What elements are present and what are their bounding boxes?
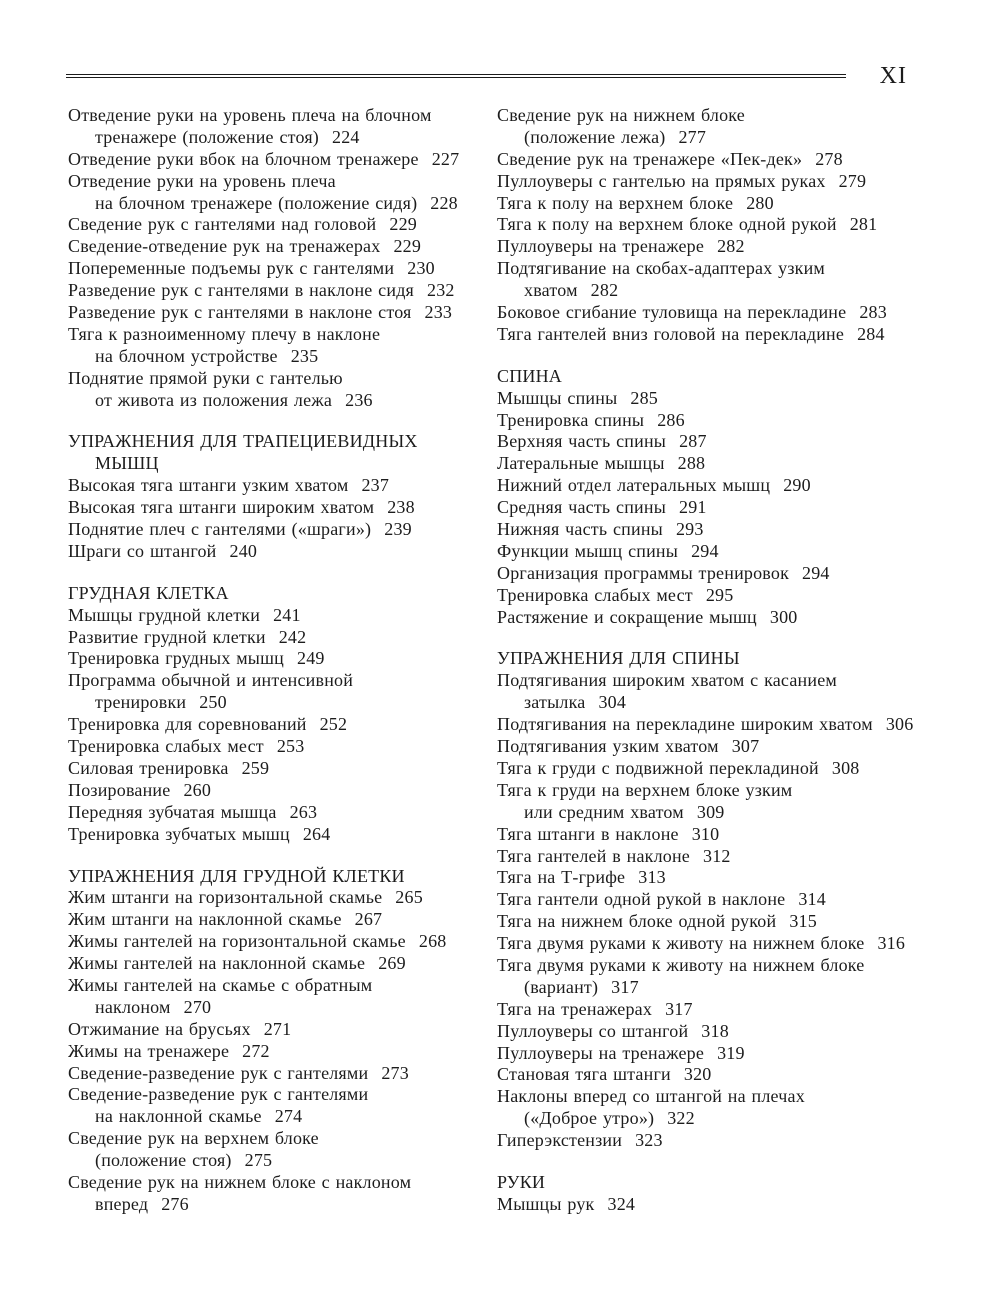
toc-entry-continuation bbox=[68, 346, 478, 368]
toc-entry bbox=[68, 497, 478, 519]
entry-page-number: 265 bbox=[395, 887, 423, 908]
entry-text: («Доброе утро») bbox=[524, 1108, 655, 1129]
entry-page-number: 237 bbox=[361, 475, 390, 496]
toc-entry bbox=[68, 736, 478, 758]
toc-entry-continuation bbox=[497, 127, 937, 149]
entry-text: Гиперэкстензии bbox=[497, 1130, 623, 1151]
entry-text: Сведение-разведение рук с гантелями bbox=[68, 1084, 369, 1105]
toc-gap bbox=[68, 411, 478, 431]
entry-text: Жим штанги на наклонной скамье bbox=[68, 909, 342, 930]
entry-page-number: 287 bbox=[679, 431, 707, 452]
toc-entry bbox=[68, 802, 478, 824]
entry-text: Верхняя часть спины bbox=[497, 431, 667, 452]
entry-page-number: 322 bbox=[667, 1108, 695, 1129]
entry-page-number: 267 bbox=[354, 909, 383, 930]
entry-page-number: 306 bbox=[885, 714, 914, 735]
entry-page-number: 228 bbox=[430, 192, 458, 213]
entry-page-number: 253 bbox=[276, 736, 305, 757]
toc-entry bbox=[497, 453, 937, 475]
entry-text: УПРАЖНЕНИЯ ДЛЯ ТРАПЕЦИЕВИДНЫХ bbox=[68, 431, 418, 452]
toc-entry bbox=[497, 193, 937, 215]
entry-page-number: 236 bbox=[345, 389, 373, 410]
toc-entry bbox=[497, 780, 937, 802]
toc-entry bbox=[68, 1172, 478, 1194]
entry-text: Позирование bbox=[68, 779, 171, 800]
entry-text: (вариант) bbox=[524, 976, 599, 997]
toc-entry bbox=[68, 627, 478, 649]
entry-page-number: 264 bbox=[302, 823, 331, 844]
toc-entry bbox=[68, 714, 478, 736]
toc-entry bbox=[497, 475, 937, 497]
entry-text: Тяга двумя руками к животу на нижнем блоке bbox=[497, 954, 865, 975]
toc-entry bbox=[497, 736, 937, 758]
entry-text: или средним хватом bbox=[524, 801, 684, 822]
entry-page-number: 232 bbox=[427, 280, 455, 301]
entry-page-number: 312 bbox=[703, 845, 731, 866]
toc-entry bbox=[68, 758, 478, 780]
entry-page-number: 308 bbox=[831, 757, 860, 778]
entry-text: Тяга к груди с подвижной перекладиной bbox=[497, 757, 819, 778]
entry-page-number: 241 bbox=[273, 604, 301, 625]
entry-page-number: 239 bbox=[384, 519, 412, 540]
toc-entry bbox=[497, 497, 937, 519]
toc-entry bbox=[497, 1086, 937, 1108]
entry-text: Отведение руки на уровень плеча bbox=[68, 170, 336, 191]
toc-entry bbox=[497, 911, 937, 933]
toc-entry bbox=[497, 955, 937, 977]
entry-text: Отведение руки на уровень плеча на блочном bbox=[68, 105, 432, 125]
toc-entry-continuation bbox=[497, 692, 937, 714]
toc-entry bbox=[68, 171, 478, 193]
entry-text: Пуллоуверы с гантелью на прямых руках bbox=[497, 170, 826, 191]
entry-page-number: 314 bbox=[798, 889, 826, 910]
toc-entry bbox=[497, 388, 937, 410]
entry-page-number: 230 bbox=[407, 258, 435, 279]
entry-text: Высокая тяга штанги узким хватом bbox=[68, 475, 349, 496]
entry-text: Жим штанги на горизонтальной скамье bbox=[68, 887, 383, 908]
toc-entry bbox=[68, 780, 478, 802]
toc-entry bbox=[497, 324, 937, 346]
toc-entry-continuation bbox=[497, 802, 937, 824]
entry-page-number: 284 bbox=[857, 323, 885, 344]
entry-text: хватом bbox=[524, 280, 578, 301]
toc-entry bbox=[68, 909, 478, 931]
toc-entry bbox=[68, 605, 478, 627]
entry-page-number: 294 bbox=[802, 562, 830, 583]
entry-page-number: 279 bbox=[838, 170, 867, 191]
toc-entry bbox=[68, 1084, 478, 1106]
entry-text: Тяга гантелей в наклоне bbox=[497, 845, 690, 866]
entry-page-number: 250 bbox=[199, 692, 227, 713]
toc-section-heading bbox=[497, 366, 937, 388]
entry-page-number: 317 bbox=[611, 976, 639, 997]
entry-page-number: 282 bbox=[590, 280, 619, 301]
toc-entry bbox=[68, 1019, 478, 1041]
entry-page-number: 263 bbox=[289, 801, 318, 822]
toc-entry bbox=[497, 171, 937, 193]
entry-text: РУКИ bbox=[497, 1171, 546, 1192]
entry-page-number: 324 bbox=[607, 1193, 636, 1214]
entry-text: Мышцы спины bbox=[497, 387, 618, 408]
entry-page-number: 269 bbox=[378, 953, 406, 974]
toc-entry bbox=[497, 670, 937, 692]
entry-page-number: 274 bbox=[274, 1106, 303, 1127]
toc-entry-continuation bbox=[68, 127, 478, 149]
toc-entry bbox=[68, 368, 478, 390]
toc-entry-continuation bbox=[68, 390, 478, 412]
entry-page-number: 288 bbox=[677, 453, 706, 474]
toc-entry bbox=[497, 214, 937, 236]
toc-entry bbox=[68, 931, 478, 953]
entry-page-number: 280 bbox=[746, 192, 774, 213]
entry-text: тренажере (положение стоя) bbox=[95, 126, 319, 147]
entry-text: Сведение рук с гантелями над головой bbox=[68, 214, 377, 235]
entry-text: Мышцы рук bbox=[497, 1193, 595, 1214]
entry-text: ГРУДНАЯ КЛЕТКА bbox=[68, 582, 229, 603]
entry-text: на наклонной скамье bbox=[95, 1106, 262, 1127]
toc-entry bbox=[497, 1021, 937, 1043]
toc-entry bbox=[497, 824, 937, 846]
entry-text: Сведение-разведение рук с гантелями bbox=[68, 1062, 369, 1083]
entry-page-number: 260 bbox=[183, 779, 212, 800]
entry-text: Нижняя часть спины bbox=[497, 519, 663, 540]
entry-text: МЫШЦ bbox=[95, 453, 159, 474]
toc-entry bbox=[68, 280, 478, 302]
toc-entry bbox=[497, 846, 937, 868]
toc-gap bbox=[68, 563, 478, 583]
entry-page-number: 317 bbox=[665, 998, 693, 1019]
toc-entry bbox=[68, 1063, 478, 1085]
entry-text: от живота из положения лежа bbox=[95, 389, 333, 410]
entry-page-number: 227 bbox=[431, 148, 460, 169]
entry-text: Тяга гантелей вниз головой на перекладине bbox=[497, 323, 845, 344]
entry-text: Отжимание на брусьях bbox=[68, 1018, 251, 1039]
toc-entry bbox=[497, 105, 937, 127]
toc-entry bbox=[497, 302, 937, 324]
entry-text: Тренировка для соревнований bbox=[68, 714, 307, 735]
toc-entry bbox=[68, 149, 478, 171]
entry-page-number: 229 bbox=[389, 214, 417, 235]
entry-text: Тяга к груди на верхнем блоке узким bbox=[497, 779, 793, 800]
entry-page-number: 304 bbox=[598, 692, 627, 713]
entry-page-number: 268 bbox=[418, 931, 447, 952]
toc-entry-continuation bbox=[497, 1108, 937, 1130]
toc-entry bbox=[497, 758, 937, 780]
entry-text: Сведение рук на нижнем блоке с наклоном bbox=[68, 1171, 412, 1192]
toc-entry bbox=[68, 258, 478, 280]
entry-page-number: 294 bbox=[691, 540, 719, 561]
toc-entry bbox=[497, 999, 937, 1021]
entry-text: Нижний отдел латеральных мышц bbox=[497, 475, 771, 496]
entry-page-number: 285 bbox=[630, 387, 658, 408]
toc-entry bbox=[497, 714, 937, 736]
entry-text: Пуллоуверы со штангой bbox=[497, 1020, 689, 1041]
toc-entry bbox=[497, 1194, 937, 1216]
entry-text: УПРАЖНЕНИЯ ДЛЯ СПИНЫ bbox=[497, 648, 740, 669]
entry-page-number: 272 bbox=[242, 1040, 270, 1061]
entry-page-number: 282 bbox=[717, 236, 745, 257]
entry-page-number: 283 bbox=[859, 302, 887, 323]
entry-text: Передняя зубчатая мышца bbox=[68, 801, 277, 822]
toc-section-heading bbox=[68, 583, 478, 605]
toc-entry bbox=[68, 975, 478, 997]
toc-entry bbox=[68, 1128, 478, 1150]
toc-entry bbox=[497, 607, 937, 629]
entry-text: наклоном bbox=[95, 996, 171, 1017]
toc-entry bbox=[68, 541, 478, 563]
toc-section-heading bbox=[68, 431, 478, 453]
toc-entry bbox=[68, 214, 478, 236]
toc-entry bbox=[497, 149, 937, 171]
toc-entry-continuation bbox=[497, 977, 937, 999]
entry-page-number: 300 bbox=[769, 606, 798, 627]
toc-column-left bbox=[68, 105, 478, 1216]
entry-page-number: 323 bbox=[635, 1130, 663, 1151]
entry-text: Программа обычной и интенсивной bbox=[68, 670, 354, 691]
toc-entry-continuation bbox=[68, 692, 478, 714]
entry-text: Организация программы тренировок bbox=[497, 562, 790, 583]
entry-text: Тренировка грудных мышц bbox=[68, 648, 284, 669]
toc-gap bbox=[497, 346, 937, 366]
entry-text: Сведение-отведение рук на тренажерах bbox=[68, 236, 381, 257]
toc-column-right bbox=[497, 105, 937, 1216]
toc-entry bbox=[497, 258, 937, 280]
toc-entry bbox=[497, 541, 937, 563]
entry-page-number: 316 bbox=[877, 933, 906, 954]
toc-entry bbox=[68, 824, 478, 846]
entry-text: Подтягивания на перекладине широким хватом bbox=[497, 714, 873, 735]
toc-entry bbox=[497, 1043, 937, 1065]
entry-text: Тренировка спины bbox=[497, 409, 645, 430]
entry-page-number: 291 bbox=[679, 497, 707, 518]
toc-entry bbox=[68, 324, 478, 346]
entry-text: Поднятие прямой руки с гантелью bbox=[68, 367, 343, 388]
entry-text: Подтягивания широким хватом с касанием bbox=[497, 670, 837, 691]
entry-text: Тренировка слабых мест bbox=[497, 584, 693, 605]
toc-section-heading-cont bbox=[68, 453, 478, 475]
entry-text: вперед bbox=[95, 1193, 149, 1214]
entry-text: Растяжение и сокращение мышц bbox=[497, 606, 757, 627]
toc-section-heading bbox=[497, 648, 937, 670]
toc-entry bbox=[497, 889, 937, 911]
entry-text: Латеральные мышцы bbox=[497, 453, 665, 474]
toc-entry bbox=[68, 1041, 478, 1063]
entry-page-number: 286 bbox=[657, 409, 685, 430]
entry-text: Становая тяга штанги bbox=[497, 1064, 671, 1085]
entry-text: Наклоны вперед со штангой на плечах bbox=[497, 1086, 805, 1107]
entry-text: Отведение руки вбок на блочном тренажере bbox=[68, 148, 419, 169]
entry-text: Тренировка слабых мест bbox=[68, 736, 264, 757]
entry-text: Функции мышц спины bbox=[497, 540, 679, 561]
entry-page-number: 319 bbox=[717, 1042, 745, 1063]
entry-text: Разведение рук с гантелями в наклоне сидя bbox=[68, 280, 415, 301]
entry-text: Сведение рук на нижнем блоке bbox=[497, 105, 745, 125]
toc-entry-continuation bbox=[68, 1194, 478, 1216]
entry-text: Шраги со штангой bbox=[68, 540, 217, 561]
toc-entry bbox=[68, 475, 478, 497]
toc-entry bbox=[68, 648, 478, 670]
toc-entry bbox=[68, 105, 478, 127]
toc-entry bbox=[497, 563, 937, 585]
entry-text: Развитие грудной клетки bbox=[68, 626, 266, 647]
toc-entry bbox=[68, 519, 478, 541]
entry-text: Пуллоуверы на тренажере bbox=[497, 236, 705, 257]
entry-page-number: 240 bbox=[229, 540, 258, 561]
entry-text: Попеременные подъемы рук с гантелями bbox=[68, 258, 395, 279]
entry-page-number: 278 bbox=[815, 148, 843, 169]
toc-entry-continuation bbox=[68, 1150, 478, 1172]
toc-gap bbox=[68, 846, 478, 866]
entry-text: Тренировка зубчатых мышц bbox=[68, 823, 290, 844]
entry-text: (положение стоя) bbox=[95, 1150, 232, 1171]
entry-text: Силовая тренировка bbox=[68, 757, 229, 778]
toc-entry bbox=[497, 410, 937, 432]
toc-entry-continuation bbox=[68, 1106, 478, 1128]
entry-page-number: 233 bbox=[424, 302, 453, 323]
entry-text: Тяга к полу на верхнем блоке bbox=[497, 192, 734, 213]
toc-section-heading bbox=[68, 866, 478, 888]
entry-page-number: 310 bbox=[691, 823, 720, 844]
entry-page-number: 271 bbox=[263, 1018, 292, 1039]
entry-text: СПИНА bbox=[497, 365, 563, 386]
entry-text: Тяга штанги в наклоне bbox=[497, 823, 679, 844]
toc-entry bbox=[497, 933, 937, 955]
entry-text: Тяга на нижнем блоке одной рукой bbox=[497, 911, 777, 932]
toc-entry bbox=[68, 236, 478, 258]
header-rule bbox=[66, 74, 846, 78]
toc-entry bbox=[497, 585, 937, 607]
toc-entry bbox=[497, 867, 937, 889]
entry-page-number: 309 bbox=[696, 801, 725, 822]
toc-entry bbox=[497, 431, 937, 453]
entry-text: на блочном тренажере (положение сидя) bbox=[95, 192, 418, 213]
entry-text: Средняя часть спины bbox=[497, 497, 666, 518]
entry-page-number: 276 bbox=[161, 1193, 189, 1214]
entry-page-number: 318 bbox=[701, 1020, 729, 1041]
entry-page-number: 313 bbox=[638, 867, 666, 888]
entry-text: затылка bbox=[524, 692, 586, 713]
entry-text: Тяга гантели одной рукой в наклоне bbox=[497, 889, 786, 910]
entry-text: на блочном устройстве bbox=[95, 345, 278, 366]
entry-page-number: 235 bbox=[290, 345, 319, 366]
entry-text: Сведение рук на тренажере «Пек-дек» bbox=[497, 148, 803, 169]
entry-page-number: 281 bbox=[849, 214, 878, 235]
entry-page-number: 249 bbox=[297, 648, 325, 669]
toc-section-heading bbox=[497, 1172, 937, 1194]
entry-text: Тяга на тренажерах bbox=[497, 998, 653, 1019]
entry-page-number: 229 bbox=[393, 236, 422, 257]
toc-gap bbox=[497, 1152, 937, 1172]
entry-page-number: 277 bbox=[678, 126, 707, 147]
entry-text: Жимы гантелей на скамье с обратным bbox=[68, 974, 373, 995]
toc-entry bbox=[497, 236, 937, 258]
entry-page-number: 293 bbox=[675, 519, 704, 540]
entry-text: Разведение рук с гантелями в наклоне стоя bbox=[68, 302, 412, 323]
entry-text: Тяга двумя руками к животу на нижнем блоке bbox=[497, 933, 865, 954]
entry-page-number: 295 bbox=[705, 584, 734, 605]
toc-gap bbox=[497, 628, 937, 648]
entry-page-number: 307 bbox=[731, 736, 760, 757]
entry-text: УПРАЖНЕНИЯ ДЛЯ ГРУДНОЙ КЛЕТКИ bbox=[68, 865, 405, 886]
toc-entry bbox=[497, 1064, 937, 1086]
entry-text: Тяга на Т-грифе bbox=[497, 867, 626, 888]
toc-entry-continuation bbox=[68, 193, 478, 215]
entry-text: Тяга к полу на верхнем блоке одной рукой bbox=[497, 214, 837, 235]
entry-text: Подтягивание на скобах-адаптерах узким bbox=[497, 258, 826, 279]
toc-entry bbox=[497, 1130, 937, 1152]
entry-page-number: 320 bbox=[683, 1064, 712, 1085]
entry-page-number: 238 bbox=[387, 497, 415, 518]
entry-page-number: 259 bbox=[241, 757, 270, 778]
entry-text: Тяга к разноименному плечу в наклоне bbox=[68, 323, 381, 344]
entry-text: Жимы гантелей на горизонтальной скамье bbox=[68, 931, 406, 952]
entry-text: Жимы на тренажере bbox=[68, 1040, 230, 1061]
toc-entry-continuation bbox=[497, 280, 937, 302]
entry-text: Сведение рук на верхнем блоке bbox=[68, 1128, 319, 1149]
entry-page-number: 273 bbox=[381, 1062, 409, 1083]
entry-text: Поднятие плеч с гантелями («шраги») bbox=[68, 519, 372, 540]
entry-text: Мышцы грудной клетки bbox=[68, 604, 261, 625]
toc-entry bbox=[68, 670, 478, 692]
entry-page-number: 242 bbox=[278, 626, 307, 647]
entry-page-number: 290 bbox=[783, 475, 811, 496]
entry-page-number: 252 bbox=[319, 714, 348, 735]
page-number: XI bbox=[879, 63, 907, 89]
entry-text: (положение лежа) bbox=[524, 126, 666, 147]
toc-entry bbox=[68, 953, 478, 975]
toc-entry bbox=[497, 519, 937, 541]
entry-text: Жимы гантелей на наклонной скамье bbox=[68, 953, 366, 974]
entry-text: Высокая тяга штанги широким хватом bbox=[68, 497, 375, 518]
entry-text: тренировки bbox=[95, 692, 187, 713]
entry-page-number: 224 bbox=[332, 126, 360, 147]
entry-page-number: 315 bbox=[789, 911, 817, 932]
toc-entry bbox=[68, 302, 478, 324]
toc-entry bbox=[68, 887, 478, 909]
toc-entry-continuation bbox=[68, 997, 478, 1019]
entry-text: Подтягивания узким хватом bbox=[497, 736, 719, 757]
entry-text: Боковое сгибание туловища на перекладине bbox=[497, 302, 847, 323]
entry-page-number: 275 bbox=[244, 1150, 273, 1171]
entry-page-number: 270 bbox=[183, 996, 212, 1017]
entry-text: Пуллоуверы на тренажере bbox=[497, 1042, 705, 1063]
